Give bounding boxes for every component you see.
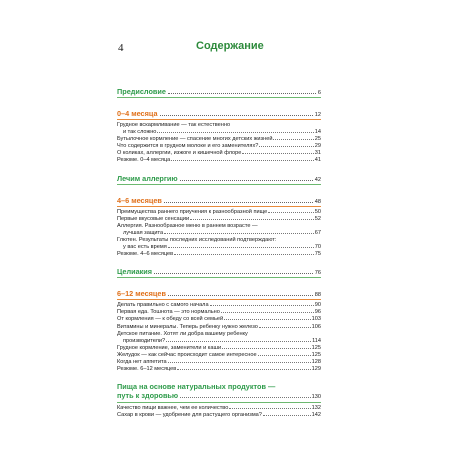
toc-entry[interactable]	[117, 216, 321, 223]
toc-section	[117, 196, 321, 259]
section-rule	[117, 97, 321, 98]
section-heading-text: Предисловие	[117, 87, 166, 96]
section-heading[interactable]	[117, 109, 321, 119]
dot-leader	[180, 180, 313, 181]
toc-entry-label: Преимущества раннего приучения к разнообразной пище	[117, 208, 268, 215]
toc-entry[interactable]	[117, 150, 321, 157]
toc-section	[117, 267, 321, 278]
toc-entry[interactable]	[117, 352, 321, 359]
toc-entry-page: 114	[312, 337, 321, 344]
toc-entry-label: Первые вкусовые сенсации	[117, 215, 190, 222]
dot-leader	[160, 115, 313, 116]
section-heading-line	[117, 382, 321, 391]
section-page-number: 130	[311, 394, 321, 401]
dot-leader	[229, 408, 310, 409]
dot-leader	[171, 160, 314, 161]
toc-entry-page: 129	[311, 366, 321, 373]
toc-entry-page: 67	[314, 229, 321, 236]
section-heading-text: 4–6 месяцев	[117, 195, 162, 205]
toc-entry[interactable]	[117, 412, 321, 419]
section-page-number: 48	[314, 198, 321, 205]
toc-entry-page: 31	[314, 150, 321, 157]
dot-leader	[259, 327, 311, 328]
dot-leader	[168, 247, 314, 248]
section-spacer	[117, 258, 321, 264]
toc-entry-label: и так сложно	[123, 129, 157, 136]
dot-leader	[166, 341, 311, 342]
page-number: 4	[118, 42, 124, 54]
toc-entry-page: 106	[311, 323, 321, 330]
section-heading[interactable]	[117, 196, 321, 206]
section-heading-text: Лечим аллергию	[117, 173, 178, 183]
toc-entry-page: 75	[314, 251, 321, 258]
dot-leader	[190, 219, 314, 220]
section-page-number: 6	[317, 90, 321, 96]
toc-entry[interactable]	[117, 345, 321, 352]
toc-entry[interactable]	[117, 223, 321, 230]
dot-leader	[263, 415, 311, 416]
toc-entry-label: О коликах, аллергии, изжоге и кишечной флоре	[117, 150, 242, 157]
dot-leader	[168, 93, 316, 94]
toc-entry-label: Сахар в крови — удобрение для растущего организма?	[117, 412, 262, 419]
toc-entry-label: Детское питание. Хотят ли добра вашему ребенку	[117, 330, 248, 337]
toc-entry[interactable]	[117, 136, 321, 143]
toc-entry[interactable]	[117, 122, 321, 129]
toc-entry[interactable]	[117, 237, 321, 244]
dot-leader	[168, 295, 313, 296]
toc-entry-label: Глютен. Результаты последних исследований подтверждают:	[117, 236, 277, 243]
toc-entry[interactable]	[117, 316, 321, 323]
toc-entry-page: 132	[311, 405, 321, 412]
toc-entry-label: производители?	[123, 337, 166, 344]
toc-entry-page: 142	[311, 412, 321, 419]
section-rule	[117, 119, 321, 120]
dot-leader	[164, 233, 314, 234]
dot-leader	[168, 362, 311, 363]
section-rule	[117, 402, 321, 403]
toc-entry-page: 29	[314, 143, 321, 150]
dot-leader	[174, 254, 314, 255]
section-heading-line	[117, 391, 321, 402]
page-title: Содержание	[196, 40, 264, 52]
toc-entry[interactable]	[117, 324, 321, 331]
toc-entry[interactable]	[117, 230, 321, 237]
toc-entry-page: 128	[311, 358, 321, 365]
toc-entry-label: Резюме. 6–12 месяцев	[117, 366, 177, 373]
toc-entry-label: Грудное вскармливание — так естественно	[117, 122, 231, 128]
dot-leader	[259, 146, 313, 147]
toc-entry-page: 70	[314, 244, 321, 251]
toc-entry-page: 52	[314, 215, 321, 222]
section-heading[interactable]	[117, 267, 321, 277]
toc-entry-page: 41	[314, 157, 321, 164]
toc-entry[interactable]	[117, 209, 321, 216]
toc-entry-page: 103	[311, 316, 321, 323]
toc-entry-label: Аллергия. Разнообразное меню в раннем возрасте —	[117, 222, 258, 229]
dot-leader	[177, 369, 310, 370]
toc-entry[interactable]	[117, 251, 321, 258]
section-heading[interactable]	[117, 289, 321, 299]
toc-entry-label: Бутылочное кормление — спасение многих детских жизней	[117, 136, 273, 143]
section-spacer	[117, 280, 321, 286]
section-heading[interactable]	[117, 174, 321, 184]
toc-entry[interactable]	[117, 405, 321, 412]
toc-entry[interactable]	[117, 366, 321, 373]
toc-section	[117, 174, 321, 185]
section-heading-text: Пища на основе натуральных продуктов —	[117, 382, 276, 392]
toc-entry[interactable]	[117, 302, 321, 309]
toc-section	[117, 87, 321, 98]
section-spacer	[117, 373, 321, 379]
dot-leader	[210, 305, 314, 306]
toc-entry-label: у вас есть время	[123, 244, 167, 251]
toc-entry-label: Витамины и минералы. Теперь ребенку нужно железо	[117, 323, 258, 330]
dot-leader	[164, 202, 313, 203]
section-rule	[117, 206, 321, 207]
section-heading-text: 0–4 месяца	[117, 109, 158, 118]
dot-leader	[222, 348, 311, 349]
dot-leader	[154, 273, 313, 274]
toc-entry-label: Первая еда. Тошнота — это нормально	[117, 309, 220, 316]
section-spacer	[117, 100, 321, 106]
toc-entry-page: 50	[314, 208, 321, 215]
toc-entry[interactable]	[117, 157, 321, 164]
toc-entry-label: Когда нет аппетита	[117, 358, 167, 365]
dot-leader	[258, 355, 311, 356]
toc-entry-label: Что содержится в грудном молоке и его заменителях?	[117, 143, 259, 150]
toc-entry-label: Делать правильно с самого начала	[117, 302, 209, 309]
toc-entry-label: От кормления — к обеду со всей семьей	[117, 316, 224, 323]
section-page-number: 88	[314, 292, 321, 299]
toc-section	[117, 382, 321, 419]
dot-leader	[268, 212, 313, 213]
section-spacer	[117, 165, 321, 171]
section-heading[interactable]	[117, 382, 321, 402]
dot-leader	[242, 153, 313, 154]
section-spacer	[117, 187, 321, 193]
toc-entry-label: Желудок — как сейчас происходит самое интересное	[117, 351, 257, 358]
toc-entry-page: 90	[314, 302, 321, 309]
section-heading-text: Целиакия	[117, 267, 153, 277]
toc-entry-page: 25	[314, 136, 321, 143]
section-heading-text: путь к здоровью	[117, 391, 179, 401]
toc-entry-label: Грудное кормление, заменители и каши	[117, 344, 222, 351]
section-page-number: 12	[314, 112, 321, 118]
dot-leader	[224, 319, 311, 320]
toc-entry-page: 96	[314, 309, 321, 316]
toc-entry-label: лучшая защита	[123, 229, 164, 236]
dot-leader	[221, 312, 314, 313]
section-rule	[117, 299, 321, 300]
toc-section	[117, 289, 321, 373]
section-rule	[117, 184, 321, 185]
section-heading[interactable]	[117, 87, 321, 97]
section-rule	[117, 277, 321, 278]
table-of-contents	[117, 84, 321, 419]
dot-leader	[157, 132, 313, 133]
toc-entry[interactable]	[117, 244, 321, 251]
toc-entry-page: 125	[311, 344, 321, 351]
section-page-number: 76	[314, 270, 321, 277]
toc-entry[interactable]	[117, 359, 321, 366]
toc-entry[interactable]	[117, 338, 321, 345]
dot-leader	[180, 397, 311, 398]
section-heading-text: 6–12 месяцев	[117, 289, 166, 299]
toc-section	[117, 109, 321, 165]
toc-entry-label: Резюме. 0–4 месяца	[117, 157, 171, 164]
dot-leader	[273, 139, 313, 140]
toc-entry-label: Резюме. 4–6 месяцев	[117, 251, 174, 258]
section-page-number: 42	[314, 176, 321, 183]
toc-entry-label: Качество пищи важнее, чем ее количество	[117, 405, 229, 412]
toc-entry-page: 125	[311, 351, 321, 358]
toc-entry-page: 14	[314, 129, 321, 136]
toc-entry[interactable]	[117, 331, 321, 338]
